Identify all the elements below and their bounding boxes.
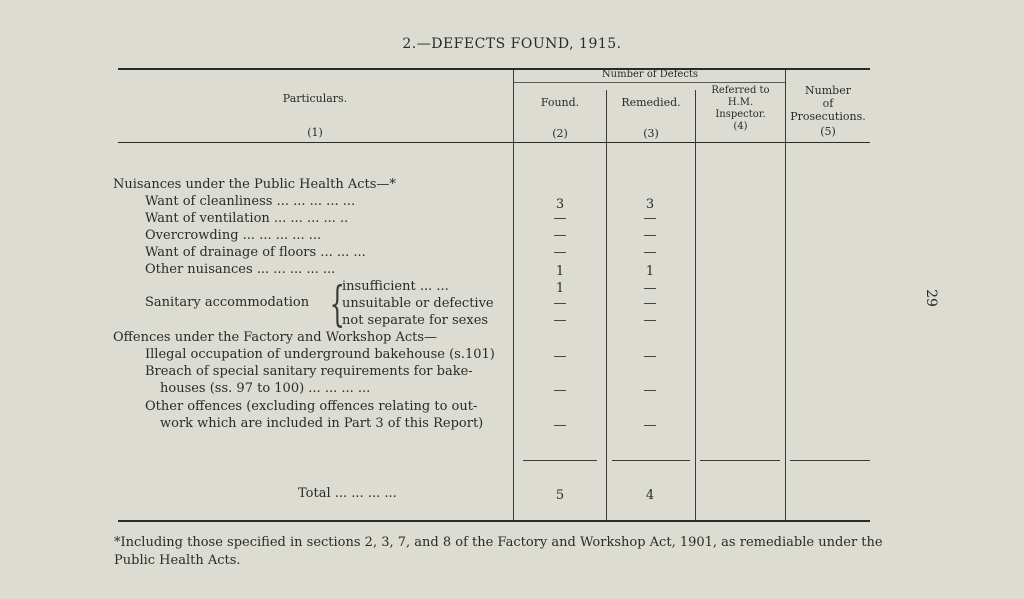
header-prosecutions-3: Prosecutions. [790,110,866,123]
col-divider-3 [695,90,696,520]
section-nuisances-heading: Nuisances under the Public Health Acts—* [113,177,396,192]
row-label: Other nuisances ... ... ... ... ... [145,262,336,277]
sanitary-item: unsuitable or defective [342,296,494,311]
cell-remedied: 3 [645,197,655,212]
sanitary-item: insufficient ... ... [342,279,449,294]
cell-remedied: — [643,228,657,243]
defects-group-rule [513,82,785,83]
row-label: Illegal occupation of underground bakehouse (s.101) [145,347,495,362]
header-prosecutions-1: Number [805,84,851,97]
table-bottom-rule [118,520,870,522]
header-referred-2: H.M. [727,97,754,108]
col-divider-2 [606,90,607,520]
cell-remedied: 1 [645,264,655,279]
header-referred-3: Inspector. [715,109,766,120]
footnote: *Including those specified in sections 2, 3, 7, and 8 of the Factory and Workshop Act, 1901, as remediable under the Public Health Acts. [114,535,883,568]
row-label: Overcrowding ... ... ... ... ... [145,228,322,243]
section-offences-heading: Offences under the Factory and Workshop Acts— [113,330,438,345]
header-referred-1: Referred to [711,85,770,96]
subtotal-rule-remedied [612,460,690,461]
cell-found: 1 [555,264,565,279]
header-particulars: Particulars. [282,92,348,105]
header-prosecutions-num: (5) [820,125,836,138]
cell-remedied: — [643,281,657,296]
cell-found: — [553,296,567,311]
table-top-rule [118,68,870,70]
cell-found: — [553,313,567,328]
subtotal-rule-referred [700,460,780,461]
cell-remedied: — [643,349,657,364]
row-label: Want of cleanliness ... ... ... ... ... [145,194,356,209]
page-number: 29 [922,289,939,307]
header-prosecutions-2: of [822,97,834,110]
header-number-of-defects: Number of Defects [601,69,699,80]
cell-remedied: — [643,296,657,311]
header-referred-num: (4) [733,121,748,132]
subtotal-rule-found [523,460,597,461]
header-remedied: Remedied. [621,96,681,109]
cell-found: — [553,211,567,226]
sanitary-item: not separate for sexes [342,313,489,328]
cell-found: — [553,418,567,433]
cell-found: — [553,383,567,398]
row-label-cont: houses (ss. 97 to 100) ... ... ... ... [160,381,371,396]
cell-remedied: — [643,383,657,398]
cell-found: — [553,245,567,260]
row-label: Want of drainage of floors ... ... ... [145,245,366,260]
sanitary-label: Sanitary accommodation [145,295,310,310]
cell-found: 1 [555,281,565,296]
subtotal-rule-prosecutions [790,460,870,461]
brace-icon: { [329,276,345,332]
total-found: 5 [555,488,565,503]
cell-found: — [553,228,567,243]
header-col1-num: (1) [307,126,323,139]
cell-remedied: — [643,418,657,433]
total-remedied: 4 [645,488,655,503]
header-bottom-rule [118,142,870,143]
page-title: 2.—DEFECTS FOUND, 1915. [402,36,622,52]
cell-remedied: — [643,245,657,260]
cell-remedied: — [643,313,657,328]
cell-found: — [553,349,567,364]
row-label: Breach of special sanitary requirements for bake- [145,364,473,379]
total-label: Total ... ... ... ... [298,486,397,501]
row-label-cont: work which are included in Part 3 of this Report) [160,416,484,431]
row-label: Other offences (excluding offences relating to out- [145,399,478,414]
cell-found: 3 [555,197,565,212]
header-remedied-num: (3) [643,127,659,140]
row-label: Want of ventilation ... ... ... ... .. [145,211,349,226]
header-found-num: (2) [552,127,568,140]
cell-remedied: — [643,211,657,226]
header-found: Found. [540,96,580,109]
